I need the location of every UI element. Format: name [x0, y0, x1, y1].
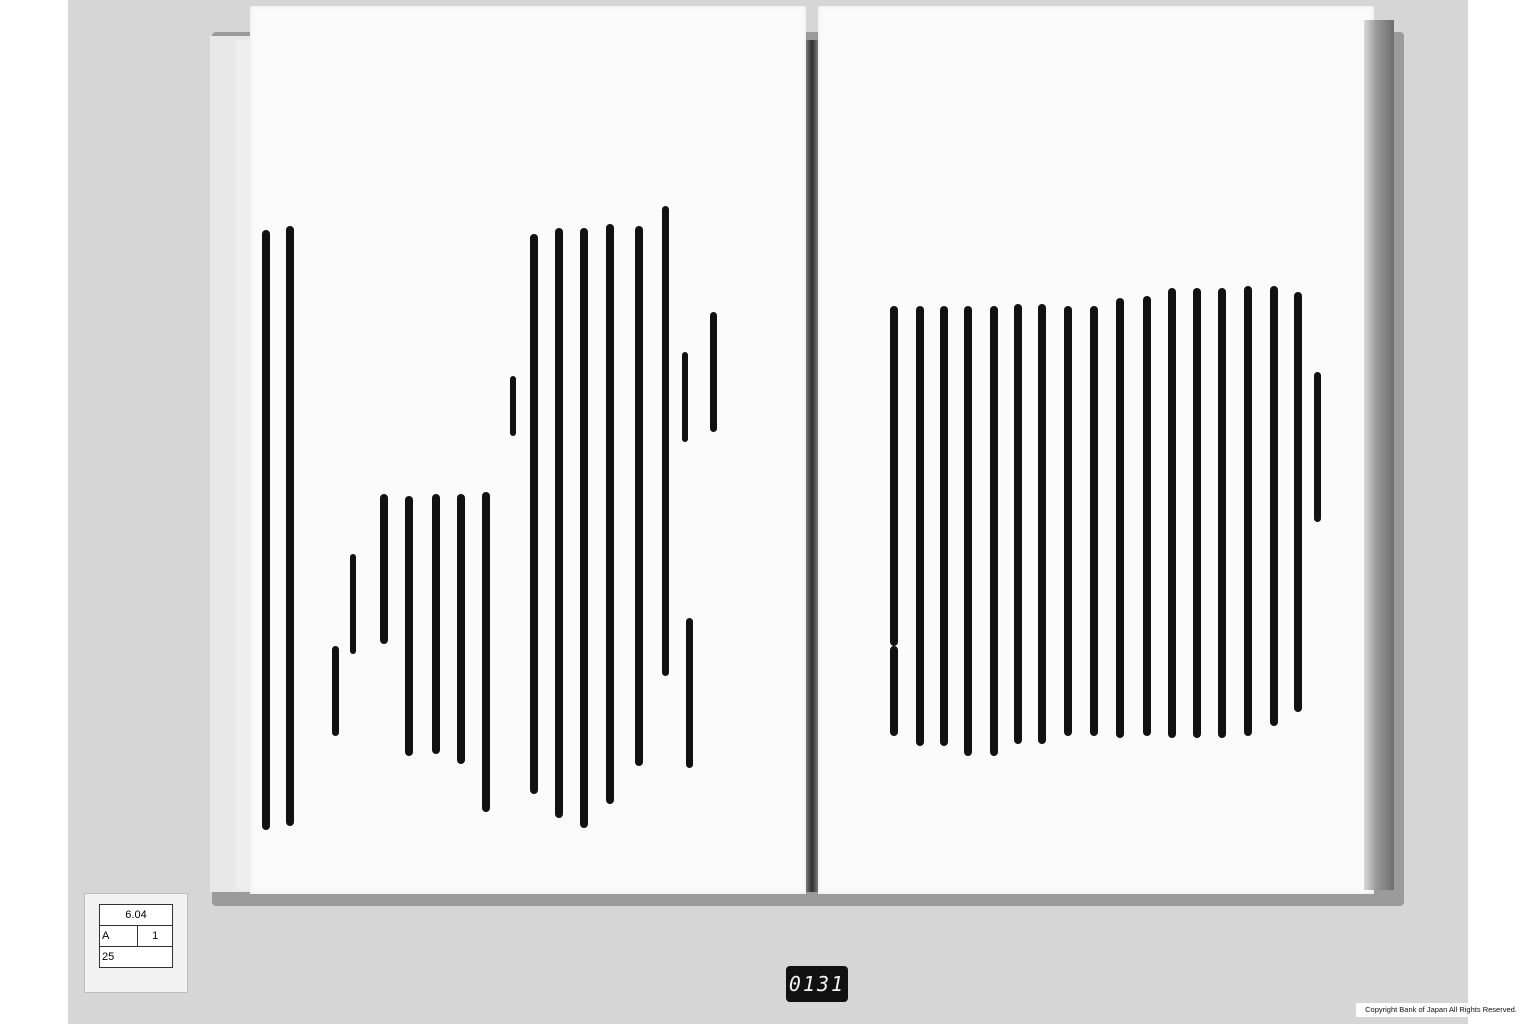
handwriting-column: [890, 646, 898, 736]
page-stack-right: [1364, 20, 1394, 890]
handwriting-column: [380, 494, 388, 644]
handwriting-column: [262, 230, 270, 830]
label-volume: 1: [138, 926, 173, 947]
left-page: [250, 6, 806, 894]
handwriting-column: [682, 352, 688, 442]
handwriting-column: [530, 234, 538, 794]
handwriting-column: [482, 492, 490, 812]
handwriting-column: [1193, 288, 1201, 738]
handwriting-column: [580, 228, 588, 828]
handwriting-column: [1014, 304, 1022, 744]
handwriting-column: [1314, 372, 1321, 522]
handwriting-column: [1038, 304, 1046, 744]
archive-label-table: [99, 904, 173, 968]
handwriting-column: [606, 224, 614, 804]
copyright-notice: Copyright Bank of Japan All Rights Reserved.: [1356, 1003, 1526, 1017]
handwriting-column: [1244, 286, 1252, 736]
label-number: 25: [100, 947, 173, 968]
handwriting-column: [686, 618, 693, 768]
handwriting-column: [990, 306, 998, 756]
handwriting-column: [286, 226, 294, 826]
handwriting-column: [1270, 286, 1278, 726]
handwriting-column: [1218, 288, 1226, 738]
handwriting-column: [510, 376, 516, 436]
handwriting-column: [662, 206, 669, 676]
label-code: 6.04: [100, 905, 173, 926]
right-page: [818, 6, 1374, 894]
handwriting-column: [432, 494, 440, 754]
handwriting-column: [890, 306, 898, 646]
handwriting-column: [916, 306, 924, 746]
handwriting-column: [555, 228, 563, 818]
handwriting-column: [332, 646, 339, 736]
handwriting-column: [1064, 306, 1072, 736]
scan-margin-right: [1468, 0, 1536, 1024]
handwriting-column: [350, 554, 356, 654]
handwriting-column: [1168, 288, 1176, 738]
handwriting-column: [710, 312, 717, 432]
archive-label-card: [84, 893, 188, 993]
label-series: A: [100, 926, 138, 947]
handwriting-column: [1090, 306, 1098, 736]
handwriting-column: [457, 494, 465, 764]
book-spine: [806, 40, 818, 892]
handwriting-column: [940, 306, 948, 746]
frame-counter: 0131: [786, 966, 848, 1002]
scan-margin-left: [0, 0, 68, 1024]
handwriting-column: [1116, 298, 1124, 738]
handwriting-column: [1294, 292, 1302, 712]
handwriting-column: [405, 496, 413, 756]
handwriting-column: [964, 306, 972, 756]
handwriting-column: [635, 226, 643, 766]
handwriting-column: [1143, 296, 1151, 736]
